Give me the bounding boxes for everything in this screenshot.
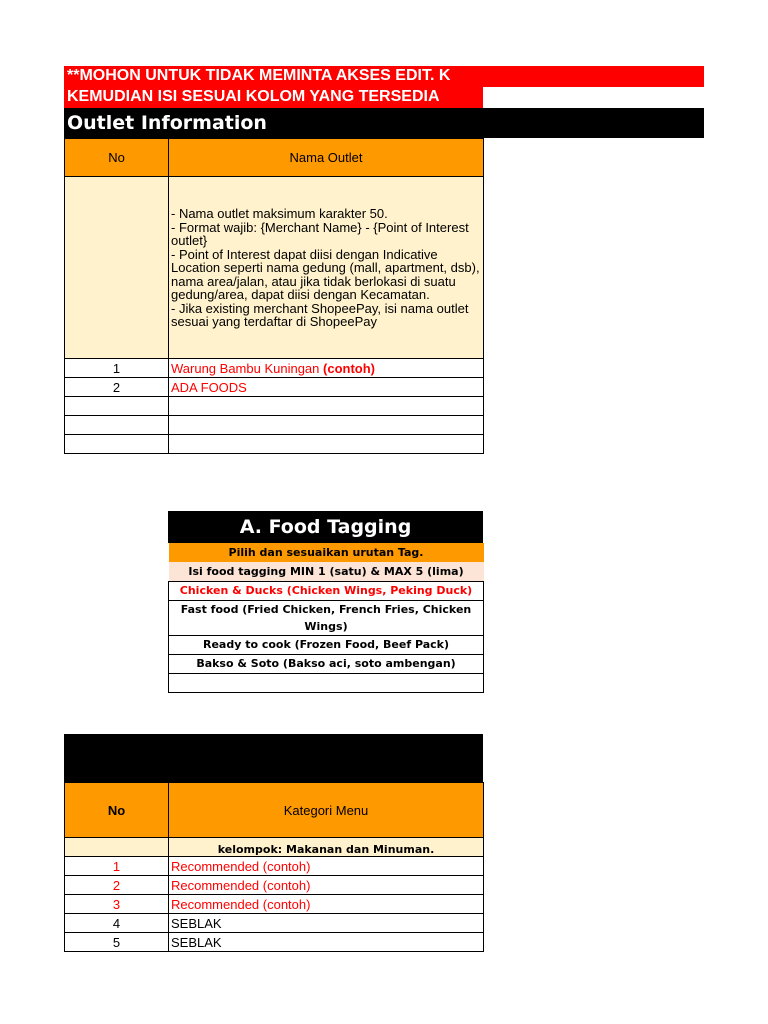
menu-row [65, 914, 484, 933]
food-tag-row [169, 581, 484, 600]
menu-header-no: No [65, 783, 169, 838]
food-tagging-instruction: Pilih dan sesuaikan urutan Tag. [169, 543, 484, 562]
food-tag-row [169, 673, 484, 692]
food-tag-option[interactable]: Bakso & Soto (Bakso aci, soto ambengan) [169, 654, 484, 673]
warning-banner-line-1: **MOHON UNTUK TIDAK MEMINTA AKSES EDIT. K [64, 66, 704, 87]
menu-row-no[interactable]: 4 [65, 914, 169, 933]
outlet-row-example-tag: (contoh) [323, 360, 375, 376]
outlet-row-name: ADA FOODS [171, 379, 247, 395]
outlet-header-no: No [65, 139, 169, 177]
menu-row [65, 876, 484, 895]
food-tagging-table [168, 543, 484, 693]
outlet-name-guidelines: - Nama outlet maksimum karakter 50. - Format wajib: {Merchant Name} - {Point of Interest outlet} - Point of Interest dapat diisi dengan Indicative Location seperti nama gedung (mall, apartment, dsb), nama area/jalan, atau jika tidak berlokasi di suatu gedung/area, dapat diisi dengan Kecamatan. - Jika existing merchant ShopeePay, isi nama outlet sesuai yang terdaftar di ShopeePay [169, 177, 484, 359]
food-tag-row [169, 635, 484, 654]
outlet-section-title: Outlet Information [64, 108, 704, 138]
menu-section-header [64, 734, 483, 782]
menu-row-category[interactable]: SEBLAK [169, 933, 484, 952]
outlet-table [64, 138, 484, 454]
outlet-row-name-cell[interactable] [169, 359, 484, 378]
menu-row-no[interactable]: 3 [65, 895, 169, 914]
outlet-row [65, 416, 484, 435]
outlet-row-name-cell[interactable] [169, 416, 484, 435]
outlet-row-name-cell[interactable] [169, 378, 484, 397]
warning-banner-line-2: KEMUDIAN ISI SESUAI KOLOM YANG TERSEDIA [64, 87, 483, 108]
food-tag-row [169, 654, 484, 673]
menu-note-blank [65, 838, 169, 857]
outlet-row-no[interactable] [65, 397, 169, 416]
outlet-row-no[interactable] [65, 435, 169, 454]
menu-row [65, 857, 484, 876]
outlet-row-name-cell[interactable] [169, 397, 484, 416]
outlet-note-blank [65, 177, 169, 359]
food-tag-option[interactable] [169, 673, 484, 692]
menu-row-no[interactable]: 2 [65, 876, 169, 895]
menu-note: kelompok: Makanan dan Minuman. [169, 838, 484, 857]
menu-header-category: Kategori Menu [169, 783, 484, 838]
food-tag-option[interactable]: Fast food (Fried Chicken, French Fries, Chicken Wings) [169, 600, 484, 635]
outlet-row [65, 397, 484, 416]
menu-row [65, 895, 484, 914]
outlet-row-name-cell[interactable] [169, 435, 484, 454]
food-tag-row [169, 600, 484, 635]
outlet-row [65, 378, 484, 397]
menu-row-no[interactable]: 5 [65, 933, 169, 952]
outlet-header-name: Nama Outlet [169, 139, 484, 177]
outlet-row [65, 359, 484, 378]
outlet-row [65, 435, 484, 454]
outlet-row-no[interactable]: 2 [65, 378, 169, 397]
outlet-row-no[interactable] [65, 416, 169, 435]
food-tagging-title: A. Food Tagging [168, 511, 483, 543]
outlet-row-no[interactable]: 1 [65, 359, 169, 378]
outlet-row-name: Warung Bambu Kuningan [171, 360, 324, 376]
menu-row-category[interactable]: SEBLAK [169, 914, 484, 933]
food-tagging-rule: Isi food tagging MIN 1 (satu) & MAX 5 (lima) [169, 562, 484, 581]
food-tag-option[interactable]: Ready to cook (Frozen Food, Beef Pack) [169, 635, 484, 654]
menu-row-category[interactable]: Recommended (contoh) [169, 876, 484, 895]
menu-category-table [64, 782, 484, 952]
menu-row-no[interactable]: 1 [65, 857, 169, 876]
food-tag-option[interactable]: Chicken & Ducks (Chicken Wings, Peking Duck) [169, 581, 484, 600]
menu-row [65, 933, 484, 952]
menu-row-category[interactable]: Recommended (contoh) [169, 895, 484, 914]
menu-row-category[interactable]: Recommended (contoh) [169, 857, 484, 876]
